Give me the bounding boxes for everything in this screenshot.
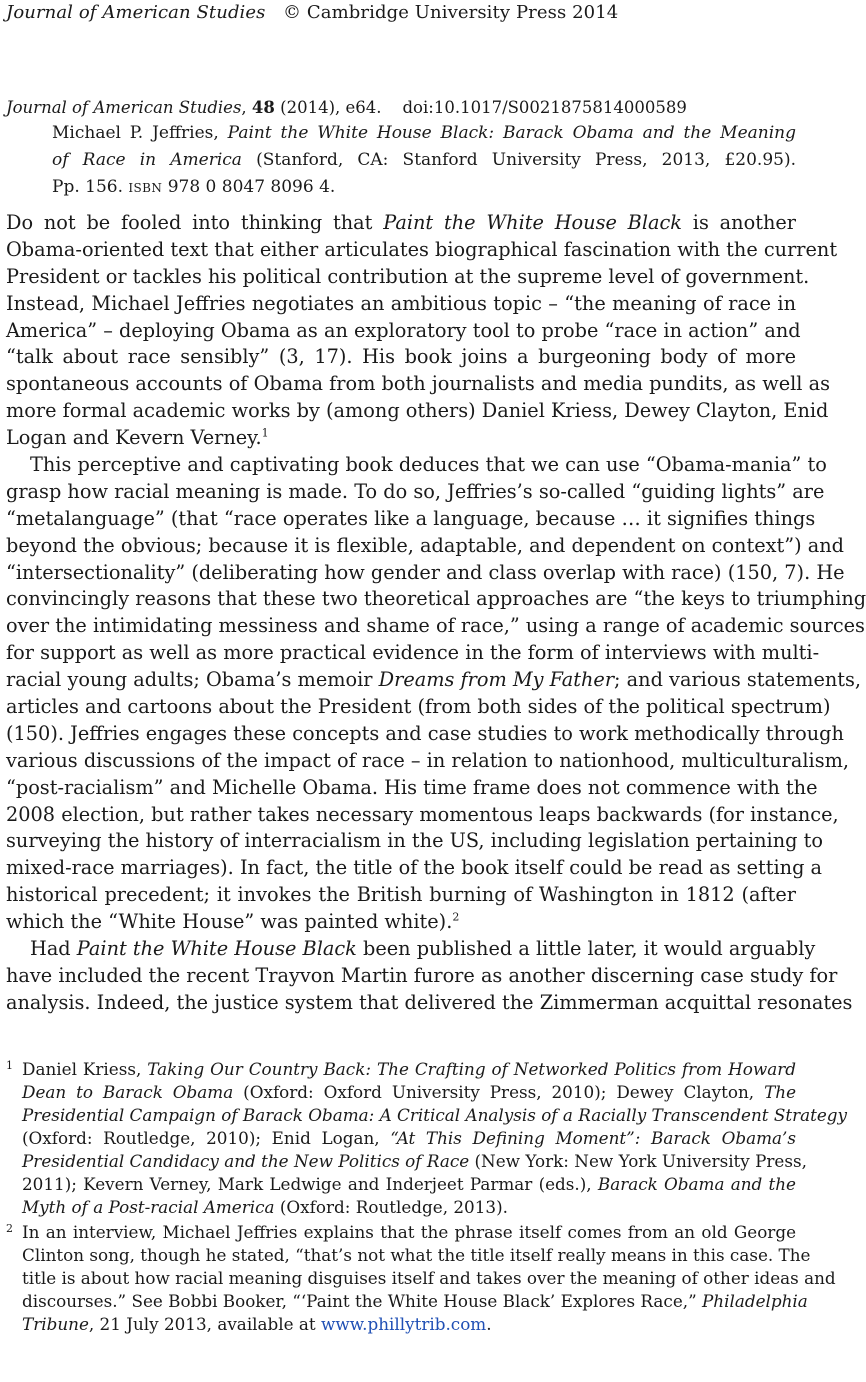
web-link[interactable]: www.phillytrib.com <box>321 1314 487 1334</box>
text-line <box>6 425 796 452</box>
running-head-journal: Journal of American Studies <box>6 2 266 23</box>
footnote-line <box>22 1150 807 1173</box>
italic-run: The <box>764 1082 797 1102</box>
text-run[interactable]: America” – deploying Obama as an exploratory tool to probe “race in action” and <box>6 318 801 342</box>
text-line <box>6 533 845 560</box>
text-line <box>6 882 796 909</box>
text-run[interactable]: “intersectionality” (deliberating how gender and class overlap with race) (150, 7). He <box>6 560 845 584</box>
text-line <box>6 721 844 748</box>
text-line <box>6 479 825 506</box>
text-run[interactable]: grasp how racial meaning is made. To do so, Jeffries’s so-called “guiding lights” are <box>6 479 825 503</box>
text-line <box>6 586 866 613</box>
text-run[interactable]: historical precedent; it invokes the British burning of Washington in 1812 (after <box>6 883 796 907</box>
text-run[interactable]: surveying the history of interracialism in the US, including legislation pertaining to <box>6 829 823 853</box>
italic-run: Myth of a Post-racial America <box>22 1197 275 1217</box>
footnote-number: 2 <box>6 1222 13 1235</box>
text-run[interactable]: Daniel Kriess, <box>22 1059 148 1079</box>
footnote-line <box>22 1173 796 1196</box>
text-run[interactable]: mixed-race marriages). In fact, the title of the book itself could be read as setting a <box>6 856 823 880</box>
text-line <box>6 452 827 479</box>
text-run[interactable]: (Oxford: Oxford University Press, 2010); Dewey Clayton, <box>233 1082 765 1102</box>
running-head <box>6 2 618 23</box>
footnote-marker[interactable]: 1 <box>261 426 269 440</box>
citation-journal: Journal of American Studies <box>6 98 242 117</box>
text-run[interactable]: (New York: New York University Press, <box>469 1151 807 1171</box>
text-line <box>6 318 801 345</box>
text-run[interactable]: convincingly reasons that these two theoretical approaches are “the keys to triumphing <box>6 587 866 611</box>
ref-isbn: 978 0 8047 8096 4. <box>167 177 336 197</box>
text-run[interactable]: Logan and Kevern Verney. <box>6 426 262 450</box>
text-line <box>6 560 845 587</box>
citation-line: Journal of American Studies, 48 (2014), e64. doi:10.1017/S0021875814000589 <box>6 98 687 117</box>
ref-title-line2: of Race in America <box>52 150 242 170</box>
footnotes <box>6 1058 848 1338</box>
footnote <box>6 1221 836 1336</box>
ref-publication: (Stanford, CA: Stanford University Press, 2013, £20.95). <box>256 150 797 170</box>
text-line <box>6 291 796 318</box>
text-run[interactable]: (Oxford: Routledge, 2013). <box>274 1197 508 1217</box>
italic-run: Paint the White House Black <box>383 211 682 234</box>
text-run[interactable]: This perceptive and captivating book deduces that we can use “Obama-mania” to <box>30 453 827 477</box>
text-line <box>6 613 865 640</box>
text-run[interactable]: various discussions of the impact of race – in relation to nationhood, multiculturalism, <box>6 748 850 772</box>
text-line <box>6 802 839 829</box>
italic-run: Taking Our Country Back: The Crafting of Networked Politics from Howard <box>147 1059 796 1079</box>
footnote-line <box>22 1290 808 1313</box>
text-line <box>6 506 816 533</box>
footnote-line <box>22 1244 811 1267</box>
italic-run: Philadelphia <box>702 1291 808 1311</box>
italic-run: Paint the White House Black <box>76 937 357 961</box>
text-run[interactable]: In an interview, Michael Jeffries explains that the phrase itself comes from an old George <box>22 1222 796 1242</box>
text-run[interactable]: which the “White House” was painted white). <box>6 910 453 934</box>
text-run[interactable]: Do not be fooled into thinking that <box>6 211 384 234</box>
italic-run: Tribune <box>22 1314 89 1334</box>
text-line <box>6 855 823 882</box>
text-run[interactable]: Instead, Michael Jeffries negotiates an ambitious topic – “the meaning of race in <box>6 291 796 315</box>
footnote <box>6 1058 848 1219</box>
text-run[interactable]: over the intimidating messiness and shame of race,” using a range of academic sources <box>6 614 865 638</box>
ref-isbn-label: ISBN <box>128 181 163 195</box>
text-line <box>6 748 850 775</box>
text-run[interactable]: have included the recent Trayvon Martin furore as another discerning case study for <box>6 963 838 987</box>
footnote-line <box>22 1081 796 1104</box>
running-head-copyright: © Cambridge University Press 2014 <box>282 2 619 23</box>
footnote-marker[interactable]: 2 <box>452 910 460 924</box>
review-body <box>6 210 866 1017</box>
ref-author: Michael P. Jeffries, <box>52 123 219 143</box>
ref-pages: Pp. 156. <box>52 177 123 197</box>
text-run[interactable]: President or tackles his political contribution at the supreme level of government. <box>6 264 810 288</box>
italic-run: Dreams from My Father <box>378 668 615 692</box>
text-run[interactable]: beyond the obvious; because it is flexible, adaptable, and dependent on context”) and <box>6 533 845 557</box>
text-run[interactable]: discourses.” See Bobbi Booker, “‘Paint the White House Black’ Explores Race,” <box>22 1291 702 1311</box>
footnote-line <box>22 1196 796 1219</box>
italic-run: Dean to Barack Obama <box>22 1082 234 1102</box>
text-line <box>6 237 838 264</box>
text-run[interactable]: , 21 July 2013, available at <box>88 1314 322 1334</box>
ref-title-line1: Paint the White House Black: Barack Obama and the Meaning <box>227 123 797 143</box>
footnote-line <box>22 1058 796 1081</box>
text-run[interactable]: (150). Jeffries engages these concepts and case studies to work methodically through <box>6 721 844 745</box>
text-run[interactable]: 2011); Kevern Verney, Mark Ledwige and Inderjeet Parmar (eds.), <box>22 1174 598 1194</box>
text-run[interactable]: been published a little later, it would arguably <box>356 937 816 961</box>
text-run[interactable]: ; and various statements, <box>614 668 862 692</box>
text-run[interactable]: Had <box>30 937 77 961</box>
text-run[interactable]: “talk about race sensibly” (3, 17). His book joins a burgeoning body of more <box>6 345 796 369</box>
text-run[interactable]: more formal academic works by (among others) Daniel Kriess, Dewey Clayton, Enid <box>6 399 829 423</box>
text-run[interactable]: for support as well as more practical evidence in the form of interviews with multi- <box>6 641 820 665</box>
paragraph <box>6 210 838 452</box>
footnote-line <box>22 1267 836 1290</box>
text-run[interactable]: is another <box>682 211 796 234</box>
text-line <box>6 398 829 425</box>
footnote-line <box>22 1104 848 1127</box>
italic-run: Barack Obama and the <box>597 1174 796 1194</box>
text-line <box>6 963 838 990</box>
text-line <box>6 694 831 721</box>
book-reference <box>52 120 796 202</box>
italic-run: Presidential Candidacy and the New Politics of Race <box>22 1151 470 1171</box>
citation-year-issue: (2014), e64. <box>280 98 382 117</box>
paragraph <box>6 452 866 936</box>
text-line <box>6 264 810 291</box>
citation-doi: doi:10.1017/S0021875814000589 <box>402 98 687 117</box>
footnote-line <box>22 1313 796 1336</box>
footnote-number: 1 <box>6 1059 13 1072</box>
text-line <box>6 210 796 237</box>
italic-run: Presidential Campaign of Barack Obama: A Critical Analysis of a Racially Transcendent Strategy <box>22 1105 848 1125</box>
text-line <box>6 936 816 963</box>
text-line <box>6 990 853 1017</box>
text-run[interactable]: . <box>486 1314 492 1334</box>
text-run[interactable]: title is about how racial meaning disguises itself and takes over the meaning of other ideas and <box>22 1268 836 1288</box>
text-run[interactable]: spontaneous accounts of Obama from both journalists and media pundits, as well as <box>6 372 830 396</box>
text-run[interactable]: Clinton song, though he stated, “that’s not what the title itself really means in this case. The <box>22 1245 811 1265</box>
text-line <box>6 371 830 398</box>
text-run[interactable]: racial young adults; Obama’s memoir <box>6 668 379 692</box>
text-run[interactable]: Obama-oriented text that either articulates biographical fascination with the current <box>6 237 838 261</box>
italic-run: “At This Defining Moment”: Barack Obama’s <box>390 1128 796 1148</box>
footnote-line <box>22 1127 796 1150</box>
text-run[interactable]: 2008 election, but rather takes necessary momentous leaps backwards (for instance, <box>6 802 839 826</box>
text-run[interactable]: “metalanguage” (that “race operates like a language, because … it signifies things <box>6 506 816 530</box>
text-run[interactable]: analysis. Indeed, the justice system that delivered the Zimmerman acquittal resonates <box>6 990 853 1014</box>
text-run[interactable]: (Oxford: Routledge, 2010); Enid Logan, <box>22 1128 391 1148</box>
text-line <box>6 640 820 667</box>
text-line <box>6 828 823 855</box>
paragraph <box>6 936 853 1017</box>
text-line <box>6 909 796 936</box>
text-line <box>6 344 796 371</box>
text-line <box>6 667 862 694</box>
footnote-line <box>22 1221 796 1244</box>
text-line <box>6 775 818 802</box>
text-run[interactable]: articles and cartoons about the President (from both sides of the political spectrum) <box>6 695 831 719</box>
citation-volume: 48 <box>251 98 275 117</box>
text-run[interactable]: “post-racialism” and Michelle Obama. His time frame does not commence with the <box>6 775 818 799</box>
